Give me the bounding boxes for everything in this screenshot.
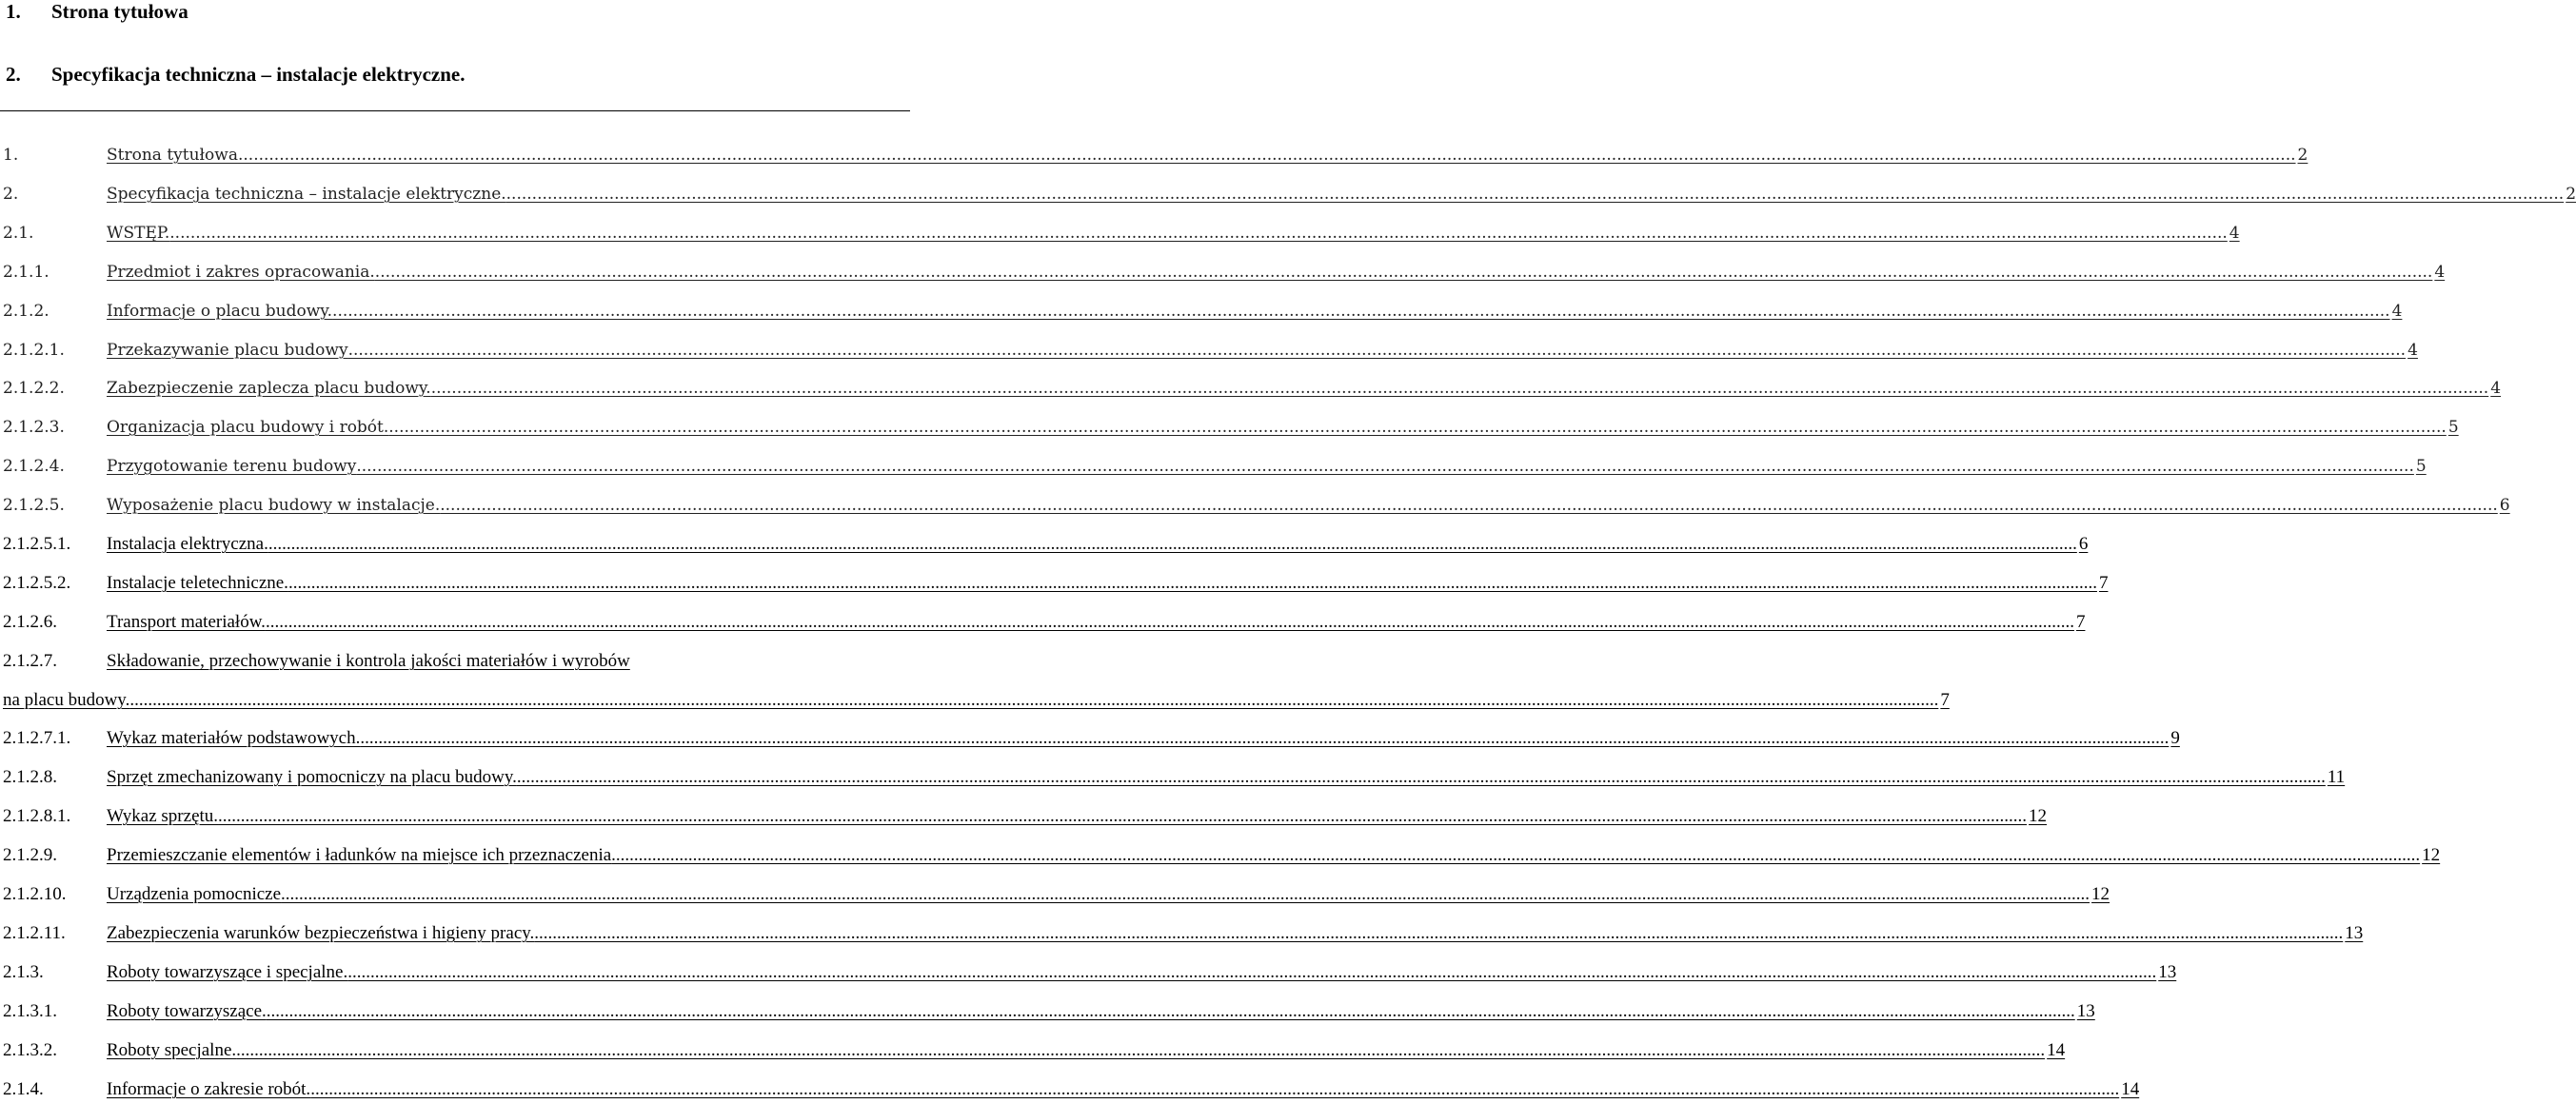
toc-entry[interactable] [0,452,2427,481]
toc-entry-title[interactable]: Organizacja placu budowy i robót. [107,418,389,437]
toc-page-number[interactable]: 9 [2170,728,2180,748]
toc-page-number[interactable]: 6 [2078,534,2089,554]
toc-entry[interactable] [0,258,2446,286]
toc-entry-title[interactable]: Roboty towarzyszące i specjalne. [107,962,348,982]
toc-entry[interactable] [0,919,2364,948]
toc-entry-link[interactable] [107,297,2403,325]
toc-entry[interactable] [0,1036,2066,1065]
toc-page-number[interactable]: 13 [2158,962,2177,982]
toc-entry[interactable] [0,141,2308,169]
toc-entry-number: 1. [3,146,19,165]
toc-dot-leader: ................................................................................................................................................................................................................................................................................................................................................................................................................ [265,612,2074,632]
toc-entry[interactable] [0,374,2502,403]
heading-specification [6,63,465,87]
toc-entry-title[interactable]: Urządzenia pomocnicze [107,884,282,904]
toc-entry-link[interactable] [107,569,2109,598]
toc-page-number[interactable]: 12 [2091,884,2110,904]
toc-entry-number: 2.1.2.5. [3,496,65,515]
toc-entry-link[interactable] [107,1075,2140,1104]
toc-entry-title[interactable]: Przemieszczanie elementów i ładunków na miejsce ich przeznaczenia [107,845,612,865]
toc-entry[interactable] [0,413,2459,442]
toc-entry-number: 2.1.2. [3,302,50,321]
toc-dot-leader: ................................................................................................................................................................................................................................................................................................................................................................................................................ [374,263,2433,282]
toc-entry-number: 2.1.2.1. [3,341,65,360]
toc-entry-link[interactable] [107,763,2346,792]
toc-dot-leader: ................................................................................................................................................................................................................................................................................................................................................................................................................ [440,496,2498,515]
toc-page-number[interactable]: 2 [2566,185,2576,204]
toc-page-number[interactable]: 5 [2447,418,2459,437]
toc-page-number[interactable]: 11 [2327,767,2346,787]
toc-entry-number: 2.1.3.2. [3,1040,57,1060]
toc-entry-link[interactable] [107,530,2089,559]
toc-dot-leader: ................................................................................................................................................................................................................................................................................................................................................................................................................ [430,379,2489,398]
toc-entry[interactable] [0,647,762,676]
toc-entry[interactable] [0,219,2240,247]
toc-page-number[interactable]: 14 [2121,1079,2140,1099]
toc-dot-leader: ................................................................................................................................................................................................................................................................................................................................................................................................................ [347,341,2407,360]
toc-dot-leader: ................................................................................................................................................................................................................................................................................................................................................................................................................ [360,728,2170,748]
toc-entry-title[interactable]: Przekazywanie placu budowy [107,341,348,360]
toc-entry-number: 2.1.2.7.1. [3,728,71,748]
toc-page-number[interactable]: 14 [2047,1040,2066,1060]
toc-entry-number: 2.1.2.4. [3,457,65,476]
horizontal-divider [0,110,910,111]
toc-entry-title[interactable]: Wyposażenie placu budowy w instalacje. [107,496,441,515]
toc-page-number[interactable]: 4 [2408,341,2418,360]
toc-entry[interactable] [0,997,2095,1026]
toc-entry[interactable] [0,608,2086,637]
heading-text: Strona tytułowa [51,0,188,23]
toc-entry[interactable] [0,180,2576,208]
toc-dot-leader: ................................................................................................................................................................................................................................................................................................................................................................................................................ [356,457,2414,476]
toc-dot-leader: ................................................................................................................................................................................................................................................................................................................................................................................................................ [169,224,2228,243]
toc-entry-number: 2.1.2.5.2. [3,573,71,593]
toc-entry-link[interactable] [107,880,2110,909]
toc-entry-title[interactable]: Przedmiot i zakres opracowania. [107,263,375,282]
toc-entry-link[interactable] [107,336,2418,365]
toc-entry[interactable] [0,880,2110,909]
toc-page-number[interactable]: 13 [2345,923,2364,943]
toc-entry-link[interactable] [107,802,2048,831]
toc-entry-link[interactable] [3,686,1950,715]
toc-entry-link[interactable] [107,413,2459,442]
toc-entry[interactable] [0,763,2346,792]
toc-dot-leader: ................................................................................................................................................................................................................................................................................................................................................................................................................ [534,923,2344,943]
toc-dot-leader: ................................................................................................................................................................................................................................................................................................................................................................................................................ [347,962,2157,982]
toc-entry-link[interactable] [107,141,2308,169]
toc-dot-leader: ................................................................................................................................................................................................................................................................................................................................................................................................................ [611,845,2421,865]
heading-text: Specyfikacja techniczna – instalacje elektryczne. [51,63,466,86]
toc-entry-title[interactable]: Sprzęt zmechanizowany i pomocniczy na placu budowy. [107,767,517,787]
toc-entry[interactable] [0,841,2441,870]
toc-entry-title[interactable]: Zabezpieczenia warunków bezpieczeństwa i higieny pracy. [107,923,535,943]
toc-page-number[interactable]: 7 [2075,612,2086,632]
toc-page-number[interactable]: 13 [2076,1001,2095,1021]
heading-title-page [6,0,188,24]
toc-dot-leader: ................................................................................................................................................................................................................................................................................................................................................................................................................ [266,1001,2075,1021]
toc-entry-link[interactable] [107,958,2177,987]
toc-entry-title[interactable]: Roboty towarzyszące. [107,1001,267,1021]
toc-page-number[interactable]: 4 [2434,263,2446,282]
toc-entry[interactable] [0,1075,2140,1104]
toc-entry-title[interactable]: Strona tytułowa [107,146,238,165]
toc-dot-leader: ................................................................................................................................................................................................................................................................................................................................................................................................................ [237,146,2296,165]
toc-entry-number: 2.1.2.11. [3,923,66,943]
toc-page-number[interactable]: 4 [2490,379,2502,398]
toc-page-number[interactable]: 7 [2098,573,2109,593]
toc-dot-leader: ................................................................................................................................................................................................................................................................................................................................................................................................................ [388,418,2447,437]
toc-dot-leader: ................................................................................................................................................................................................................................................................................................................................................................................................................ [268,534,2077,554]
toc-page-number[interactable]: 5 [2415,457,2427,476]
toc-entry-number: 2.1.2.6. [3,612,57,632]
toc-entry-number: 2.1.2.5.1. [3,534,71,554]
toc-entry-title[interactable]: Instalacja elektryczna. [107,534,268,554]
toc-entry-number: 2.1.2.10. [3,884,67,904]
toc-entry-title[interactable]: Przygotowanie terenu budowy [107,457,357,476]
toc-entry-number: 2.1.2.8. [3,767,57,787]
toc-entry[interactable] [0,491,2510,520]
toc-page-number[interactable]: 12 [2029,806,2048,826]
toc-entry-number: 2.1.2.8.1. [3,806,71,826]
toc-dot-leader: ................................................................................................................................................................................................................................................................................................................................................................................................................ [281,884,2091,904]
toc-entry-link[interactable] [107,491,2510,520]
toc-entry-number: 2.1.2.2. [3,379,65,398]
toc-entry-number: 2.1.1. [3,263,50,282]
toc-page-number[interactable]: 4 [2391,302,2403,321]
heading-number: 2. [6,63,21,86]
toc-entry[interactable] [0,530,2089,559]
toc-entry-title[interactable]: Roboty specjalne. [107,1040,237,1060]
toc-dot-leader: ................................................................................................................................................................................................................................................................................................................................................................................................................ [516,767,2326,787]
toc-entry-title[interactable]: WSTĘP. [107,224,170,243]
toc-entry-number: 2.1.3. [3,962,44,982]
toc-entry-number: 2. [3,185,19,204]
toc-entry-link[interactable] [107,608,2086,637]
toc-dot-leader: ................................................................................................................................................................................................................................................................................................................................................................................................................ [332,302,2390,321]
toc-entry[interactable] [0,802,2048,831]
toc-entry-link[interactable] [107,374,2502,403]
toc-entry-link[interactable] [107,919,2364,948]
toc-page-number[interactable]: 2 [2297,146,2308,165]
toc-dot-leader: ................................................................................................................................................................................................................................................................................................................................................................................................................ [218,806,2028,826]
toc-entry-title[interactable]: Specyfikacja techniczna – instalacje elektryczne. [107,185,506,204]
toc-entry-title[interactable]: Informacje o placu budowy. [107,302,333,321]
toc-entry[interactable] [0,686,1950,715]
toc-entry-link[interactable] [107,1036,2066,1065]
toc-entry[interactable] [0,569,2109,598]
toc-entry-number: 2.1.2.7. [3,651,57,671]
toc-entry-title[interactable]: Transport materiałów. [107,612,266,632]
toc-page-number[interactable]: 7 [1940,690,1950,710]
toc-dot-leader: ................................................................................................................................................................................................................................................................................................................................................................................................................ [505,185,2565,204]
toc-entry-link[interactable] [107,452,2427,481]
toc-entry-number: 2.1.4. [3,1079,44,1099]
toc-entry[interactable] [0,958,2177,987]
toc-entry-title[interactable]: Wykaz sprzętu. [107,806,219,826]
toc-entry-title[interactable]: Wykaz materiałów podstawowych. [107,728,361,748]
toc-page-number[interactable]: 6 [2499,496,2510,515]
toc-entry-number: 2.1.3.1. [3,1001,57,1021]
toc-entry-title[interactable]: Informacje o zakresie robót. [107,1079,311,1099]
heading-number: 1. [6,0,21,23]
toc-entry-link[interactable] [107,841,2441,870]
toc-dot-leader: ................................................................................................................................................................................................................................................................................................................................................................................................................ [236,1040,2046,1060]
toc-dot-leader: ................................................................................................................................................................................................................................................................................................................................................................................................................ [129,690,1939,710]
toc-entry-link[interactable] [107,258,2446,286]
toc-entry-link[interactable] [107,724,2180,753]
toc-entry-link[interactable] [107,219,2240,247]
toc-entry-title[interactable]: Składowanie, przechowywanie i kontrola jakości materiałów i wyrobów [107,651,630,671]
toc-entry-link[interactable] [107,997,2095,1026]
toc-page-number[interactable]: 4 [2229,224,2240,243]
toc-entry[interactable] [0,336,2418,365]
toc-entry[interactable] [0,297,2403,325]
toc-entry-number: 2.1.2.3. [3,418,65,437]
toc-page-number[interactable]: 12 [2422,845,2441,865]
toc-entry[interactable] [0,724,2180,753]
toc-dot-leader: ................................................................................................................................................................................................................................................................................................................................................................................................................ [287,573,2097,593]
toc-entry-title[interactable]: Instalacje teletechniczne. [107,573,288,593]
toc-dot-leader: ................................................................................................................................................................................................................................................................................................................................................................................................................ [310,1079,2120,1099]
toc-entry-title[interactable]: Zabezpieczenie zaplecza placu budowy. [107,379,431,398]
toc-entry-number: 2.1.2.9. [3,845,57,865]
toc-entry-number: 2.1. [3,224,34,243]
toc-entry-link[interactable] [107,180,2576,208]
toc-entry-title[interactable]: na placu budowy. [3,690,130,710]
